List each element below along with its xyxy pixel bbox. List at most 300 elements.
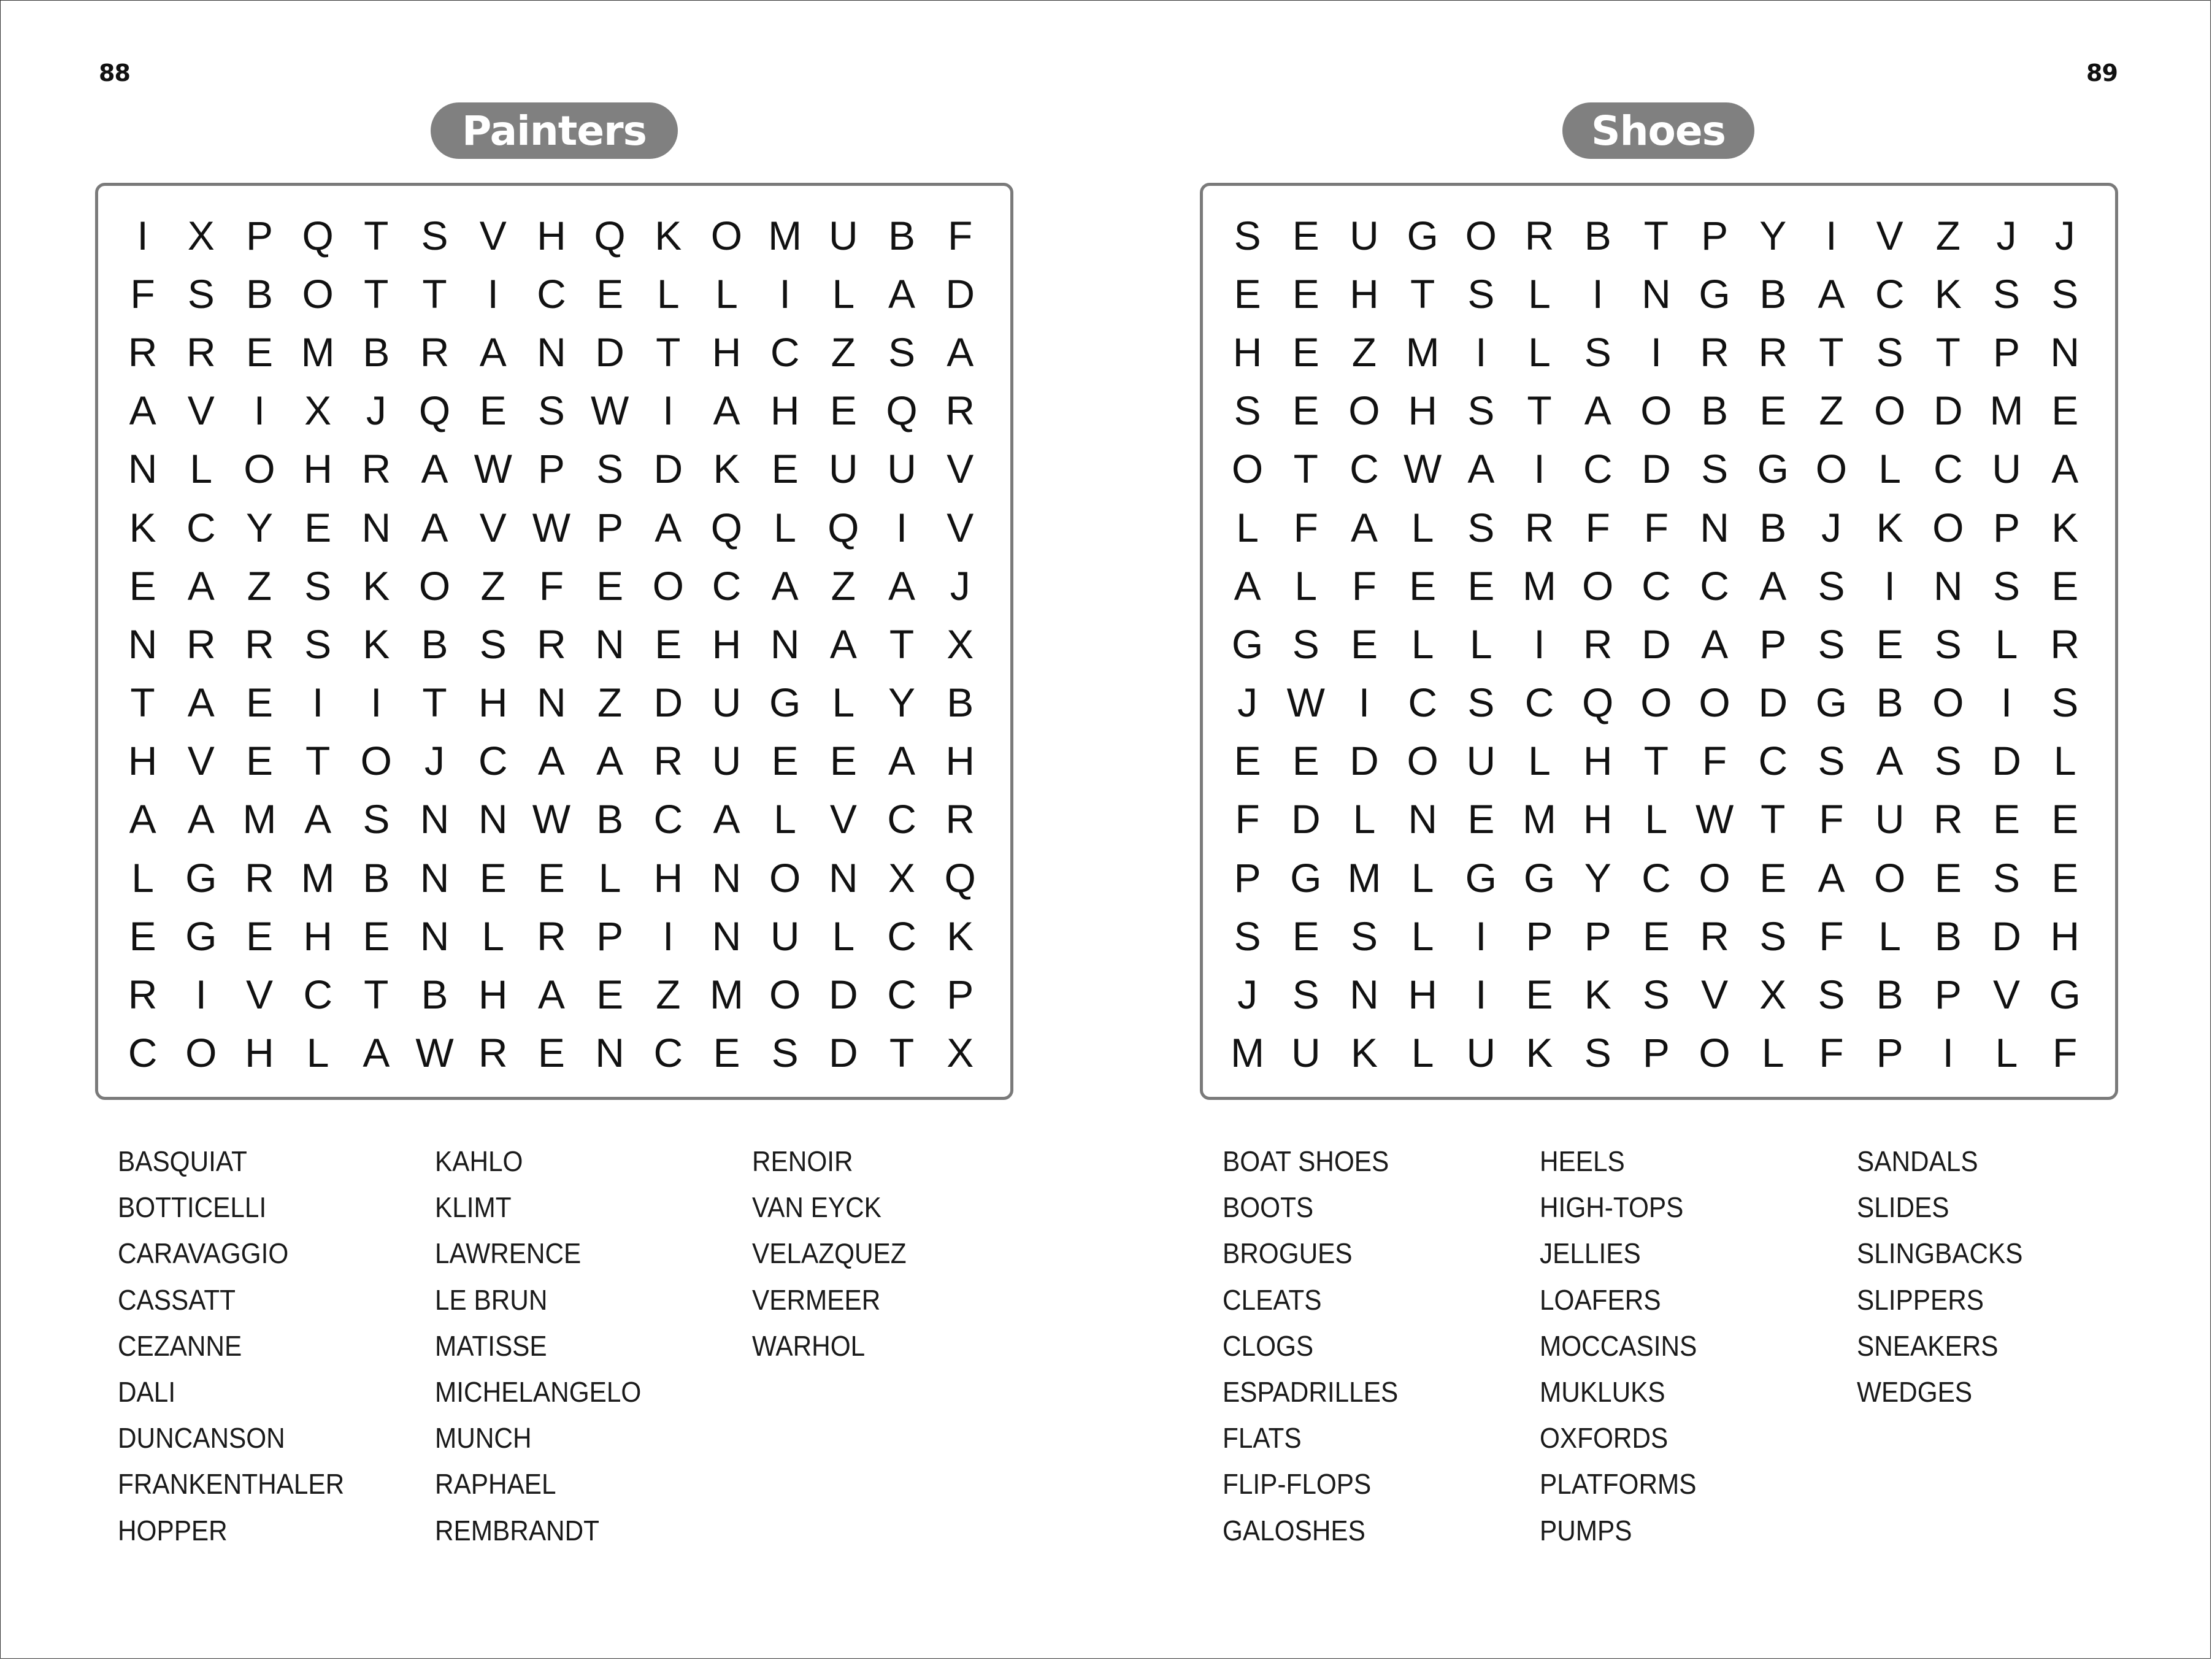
grid-cell[interactable]: Y <box>1584 855 1611 901</box>
grid-cell[interactable]: V <box>1876 212 1903 258</box>
grid-cell[interactable]: K <box>363 621 390 667</box>
grid-cell[interactable]: L <box>832 680 855 726</box>
grid-cell[interactable]: L <box>774 504 797 550</box>
grid-cell[interactable]: B <box>1759 504 1787 550</box>
grid-cell[interactable]: Z <box>831 329 856 375</box>
grid-cell[interactable]: E <box>1292 388 1319 434</box>
grid-cell[interactable]: E <box>245 738 273 784</box>
grid-cell[interactable]: F <box>1351 563 1377 609</box>
grid-cell[interactable]: B <box>1759 271 1787 317</box>
grid-cell[interactable]: R <box>1524 504 1554 550</box>
grid-cell[interactable]: I <box>195 972 207 1018</box>
grid-cell[interactable]: R <box>537 621 566 667</box>
grid-cell[interactable]: C <box>1524 680 1554 726</box>
grid-cell[interactable]: G <box>1465 855 1497 901</box>
grid-cell[interactable]: U <box>712 738 742 784</box>
grid-cell[interactable]: N <box>712 855 742 901</box>
grid-cell[interactable]: A <box>655 504 682 550</box>
grid-cell[interactable]: R <box>420 329 450 375</box>
grid-cell[interactable]: A <box>888 563 916 609</box>
grid-cell[interactable]: A <box>1234 563 1261 609</box>
grid-cell[interactable]: L <box>1528 271 1551 317</box>
grid-cell[interactable]: Z <box>1935 212 1960 258</box>
grid-cell[interactable]: O <box>1348 388 1380 434</box>
grid-cell[interactable]: S <box>1934 621 1962 667</box>
grid-cell[interactable]: P <box>1876 1030 1903 1076</box>
grid-cell[interactable]: E <box>655 621 682 667</box>
grid-cell[interactable]: M <box>1405 329 1440 375</box>
grid-cell[interactable]: E <box>829 388 857 434</box>
grid-cell[interactable]: R <box>1700 913 1729 959</box>
grid-cell[interactable]: J <box>950 563 970 609</box>
grid-cell[interactable]: L <box>1995 1030 2018 1076</box>
grid-cell[interactable]: C <box>1350 446 1379 492</box>
grid-cell[interactable]: R <box>128 329 158 375</box>
grid-cell[interactable]: H <box>303 446 332 492</box>
grid-cell[interactable]: E <box>1759 388 1787 434</box>
grid-cell[interactable]: H <box>1583 738 1613 784</box>
grid-cell[interactable]: N <box>537 329 566 375</box>
grid-cell[interactable]: L <box>306 1030 329 1076</box>
grid-cell[interactable]: A <box>888 271 916 317</box>
grid-cell[interactable]: X <box>1759 972 1787 1018</box>
grid-cell[interactable]: O <box>1582 563 1614 609</box>
grid-cell[interactable]: C <box>770 329 800 375</box>
grid-cell[interactable]: H <box>478 972 508 1018</box>
grid-cell[interactable]: T <box>656 329 681 375</box>
grid-cell[interactable]: O <box>1699 680 1730 726</box>
grid-cell[interactable]: M <box>1523 796 1557 842</box>
grid-cell[interactable]: L <box>1469 621 1492 667</box>
grid-cell[interactable]: B <box>245 271 273 317</box>
grid-cell[interactable]: Z <box>597 680 623 726</box>
grid-cell[interactable]: D <box>1992 738 2021 784</box>
grid-cell[interactable]: E <box>479 855 507 901</box>
grid-cell[interactable]: S <box>304 563 332 609</box>
grid-cell[interactable]: D <box>1291 796 1321 842</box>
grid-cell[interactable]: S <box>1993 271 2021 317</box>
grid-cell[interactable]: J <box>1996 212 2017 258</box>
grid-cell[interactable]: D <box>1642 446 1671 492</box>
grid-cell[interactable]: T <box>1935 329 1960 375</box>
grid-cell[interactable]: L <box>1645 796 1668 842</box>
grid-cell[interactable]: C <box>887 972 916 1018</box>
grid-cell[interactable]: S <box>1467 680 1495 726</box>
grid-cell[interactable]: B <box>421 972 448 1018</box>
grid-cell[interactable]: A <box>537 972 565 1018</box>
grid-cell[interactable]: F <box>1235 796 1260 842</box>
grid-cell[interactable]: Z <box>1351 329 1377 375</box>
grid-cell[interactable]: O <box>302 271 334 317</box>
grid-cell[interactable]: G <box>1231 621 1264 667</box>
grid-cell[interactable]: M <box>301 329 335 375</box>
grid-cell[interactable]: E <box>1234 738 1261 784</box>
grid-cell[interactable]: V <box>947 504 974 550</box>
grid-cell[interactable]: N <box>420 796 450 842</box>
grid-cell[interactable]: N <box>1934 563 1963 609</box>
grid-cell[interactable]: S <box>596 446 624 492</box>
grid-cell[interactable]: A <box>129 388 156 434</box>
grid-cell[interactable]: G <box>1407 212 1438 258</box>
grid-cell[interactable]: D <box>653 446 683 492</box>
grid-cell[interactable]: E <box>1526 972 1553 1018</box>
grid-cell[interactable]: I <box>1534 446 1545 492</box>
grid-cell[interactable]: N <box>420 855 450 901</box>
grid-cell[interactable]: N <box>770 621 800 667</box>
grid-cell[interactable]: E <box>1234 271 1261 317</box>
grid-cell[interactable]: S <box>1292 621 1319 667</box>
grid-cell[interactable]: W <box>590 388 629 434</box>
grid-cell[interactable]: F <box>1819 913 1844 959</box>
grid-cell[interactable]: C <box>887 796 916 842</box>
grid-cell[interactable]: L <box>190 446 213 492</box>
grid-cell[interactable]: I <box>1534 621 1545 667</box>
grid-cell[interactable]: O <box>1815 446 1848 492</box>
grid-cell[interactable]: A <box>479 329 507 375</box>
grid-cell[interactable]: C <box>1583 446 1613 492</box>
grid-cell[interactable]: P <box>1759 621 1787 667</box>
grid-cell[interactable]: S <box>2051 680 2079 726</box>
grid-cell[interactable]: L <box>1411 1030 1434 1076</box>
grid-cell[interactable]: K <box>363 563 390 609</box>
grid-cell[interactable]: V <box>245 972 273 1018</box>
grid-cell[interactable]: T <box>422 271 447 317</box>
grid-cell[interactable]: C <box>1700 563 1729 609</box>
grid-cell[interactable]: H <box>1408 972 1437 1018</box>
grid-cell[interactable]: V <box>187 388 215 434</box>
grid-cell[interactable]: T <box>130 680 155 726</box>
grid-cell[interactable]: A <box>596 738 624 784</box>
grid-cell[interactable]: L <box>1236 504 1259 550</box>
grid-cell[interactable]: J <box>424 738 445 784</box>
grid-cell[interactable]: E <box>1292 329 1319 375</box>
grid-cell[interactable]: O <box>769 855 801 901</box>
grid-cell[interactable]: C <box>1408 680 1437 726</box>
grid-cell[interactable]: F <box>1819 1030 1844 1076</box>
grid-cell[interactable]: O <box>1640 388 1672 434</box>
grid-cell[interactable]: G <box>1699 271 1730 317</box>
grid-cell[interactable]: E <box>771 738 799 784</box>
grid-cell[interactable]: Z <box>1819 388 1844 434</box>
grid-cell[interactable]: D <box>1758 680 1788 726</box>
grid-cell[interactable]: E <box>1292 271 1319 317</box>
grid-cell[interactable]: H <box>1232 329 1262 375</box>
grid-cell[interactable]: R <box>945 388 975 434</box>
grid-cell[interactable]: B <box>363 855 390 901</box>
grid-cell[interactable]: G <box>1523 855 1556 901</box>
grid-cell[interactable]: D <box>1642 621 1671 667</box>
grid-cell[interactable]: H <box>303 913 332 959</box>
grid-cell[interactable]: K <box>655 212 682 258</box>
grid-cell[interactable]: B <box>1876 680 1903 726</box>
grid-cell[interactable]: X <box>947 621 974 667</box>
grid-cell[interactable]: S <box>479 621 507 667</box>
grid-cell[interactable]: H <box>945 738 975 784</box>
grid-cell[interactable]: K <box>713 446 740 492</box>
grid-cell[interactable]: U <box>829 212 858 258</box>
grid-cell[interactable]: E <box>1876 621 1903 667</box>
grid-cell[interactable]: D <box>1992 913 2021 959</box>
grid-cell[interactable]: A <box>1350 504 1378 550</box>
grid-cell[interactable]: U <box>829 446 858 492</box>
grid-cell[interactable]: R <box>478 1030 508 1076</box>
grid-cell[interactable]: D <box>1934 388 1963 434</box>
grid-cell[interactable]: C <box>478 738 508 784</box>
grid-cell[interactable]: P <box>537 446 565 492</box>
grid-cell[interactable]: T <box>364 271 389 317</box>
grid-cell[interactable]: G <box>1757 446 1789 492</box>
grid-cell[interactable]: T <box>1761 796 1786 842</box>
grid-cell[interactable]: O <box>360 738 393 784</box>
grid-cell[interactable]: O <box>418 563 451 609</box>
grid-cell[interactable]: S <box>1876 329 1903 375</box>
grid-cell[interactable]: I <box>1826 212 1837 258</box>
grid-cell[interactable]: S <box>1818 972 1845 1018</box>
grid-cell[interactable]: K <box>129 504 156 550</box>
grid-cell[interactable]: R <box>361 446 391 492</box>
grid-cell[interactable]: I <box>1942 1030 1954 1076</box>
grid-cell[interactable]: O <box>652 563 684 609</box>
grid-cell[interactable]: A <box>1467 446 1495 492</box>
grid-cell[interactable]: Z <box>247 563 272 609</box>
grid-cell[interactable]: S <box>363 796 390 842</box>
grid-cell[interactable]: N <box>1700 504 1729 550</box>
grid-cell[interactable]: A <box>888 738 916 784</box>
grid-cell[interactable]: E <box>596 271 624 317</box>
grid-cell[interactable]: X <box>888 855 916 901</box>
grid-cell[interactable]: C <box>537 271 566 317</box>
grid-cell[interactable]: A <box>713 796 740 842</box>
grid-cell[interactable]: O <box>1231 446 1264 492</box>
grid-cell[interactable]: E <box>771 446 799 492</box>
grid-cell[interactable]: N <box>537 680 566 726</box>
grid-cell[interactable]: C <box>887 913 916 959</box>
grid-cell[interactable]: E <box>596 563 624 609</box>
grid-cell[interactable]: C <box>1934 446 1963 492</box>
grid-cell[interactable]: D <box>945 271 975 317</box>
grid-cell[interactable]: A <box>1818 271 1845 317</box>
grid-cell[interactable]: W <box>532 796 571 842</box>
grid-cell[interactable]: N <box>128 446 158 492</box>
grid-cell[interactable]: E <box>245 913 273 959</box>
grid-cell[interactable]: T <box>364 212 389 258</box>
grid-cell[interactable]: M <box>1523 563 1557 609</box>
grid-cell[interactable]: E <box>829 738 857 784</box>
grid-cell[interactable]: N <box>420 913 450 959</box>
grid-cell[interactable]: E <box>363 913 390 959</box>
grid-cell[interactable]: R <box>1700 329 1729 375</box>
grid-cell[interactable]: M <box>709 972 743 1018</box>
grid-cell[interactable]: W <box>1404 446 1442 492</box>
grid-cell[interactable]: H <box>478 680 508 726</box>
grid-cell[interactable]: L <box>1353 796 1376 842</box>
grid-cell[interactable]: O <box>1407 738 1438 784</box>
grid-cell[interactable]: I <box>779 271 791 317</box>
grid-cell[interactable]: J <box>2054 212 2075 258</box>
grid-cell[interactable]: W <box>532 504 571 550</box>
grid-cell[interactable]: K <box>1934 271 1962 317</box>
grid-cell[interactable]: D <box>829 972 858 1018</box>
grid-cell[interactable]: N <box>2050 329 2080 375</box>
grid-cell[interactable]: E <box>537 855 565 901</box>
grid-cell[interactable]: M <box>1347 855 1381 901</box>
grid-cell[interactable]: E <box>1642 913 1670 959</box>
grid-cell[interactable]: M <box>1231 1030 1265 1076</box>
grid-cell[interactable]: T <box>1527 388 1552 434</box>
grid-cell[interactable]: A <box>2051 446 2079 492</box>
grid-cell[interactable]: S <box>2051 271 2079 317</box>
grid-cell[interactable]: L <box>1411 855 1434 901</box>
grid-cell[interactable]: T <box>364 972 389 1018</box>
grid-cell[interactable]: S <box>1292 972 1319 1018</box>
grid-cell[interactable]: K <box>1526 1030 1553 1076</box>
grid-cell[interactable]: U <box>1466 738 1496 784</box>
grid-cell[interactable]: Q <box>418 388 451 434</box>
grid-cell[interactable]: Q <box>302 212 334 258</box>
grid-cell[interactable]: A <box>187 680 215 726</box>
grid-cell[interactable]: I <box>1650 329 1662 375</box>
grid-cell[interactable]: V <box>829 796 857 842</box>
grid-cell[interactable]: F <box>130 271 155 317</box>
grid-cell[interactable]: O <box>185 1030 217 1076</box>
grid-cell[interactable]: N <box>712 913 742 959</box>
grid-cell[interactable]: V <box>187 738 215 784</box>
grid-cell[interactable]: W <box>1286 680 1325 726</box>
grid-cell[interactable]: E <box>245 680 273 726</box>
grid-cell[interactable]: P <box>1934 972 1962 1018</box>
grid-cell[interactable]: E <box>1934 855 1962 901</box>
grid-cell[interactable]: O <box>1699 855 1730 901</box>
grid-cell[interactable]: I <box>312 680 324 726</box>
grid-cell[interactable]: D <box>653 680 683 726</box>
grid-cell[interactable]: V <box>947 446 974 492</box>
grid-cell[interactable]: I <box>137 212 148 258</box>
grid-cell[interactable]: F <box>1585 504 1610 550</box>
grid-cell[interactable]: K <box>947 913 974 959</box>
grid-cell[interactable]: S <box>1701 446 1729 492</box>
grid-cell[interactable]: R <box>245 621 274 667</box>
grid-cell[interactable]: H <box>1408 388 1437 434</box>
grid-cell[interactable]: L <box>715 271 738 317</box>
grid-cell[interactable]: L <box>1411 621 1434 667</box>
grid-cell[interactable]: I <box>2000 680 2013 726</box>
grid-cell[interactable]: S <box>1234 388 1261 434</box>
grid-cell[interactable]: G <box>1290 855 1322 901</box>
grid-cell[interactable]: P <box>1526 913 1553 959</box>
grid-cell[interactable]: P <box>947 972 974 1018</box>
grid-cell[interactable]: P <box>1701 212 1729 258</box>
grid-cell[interactable]: L <box>832 913 855 959</box>
grid-cell[interactable]: B <box>888 212 916 258</box>
grid-cell[interactable]: I <box>1475 913 1487 959</box>
grid-cell[interactable]: S <box>537 388 565 434</box>
grid-cell[interactable]: I <box>662 388 674 434</box>
grid-cell[interactable]: O <box>1873 855 1906 901</box>
grid-cell[interactable]: B <box>1701 388 1729 434</box>
grid-cell[interactable]: Y <box>888 680 916 726</box>
grid-cell[interactable]: V <box>1993 972 2021 1018</box>
grid-cell[interactable]: E <box>1467 796 1495 842</box>
grid-cell[interactable]: R <box>186 621 216 667</box>
grid-cell[interactable]: M <box>301 855 335 901</box>
grid-cell[interactable]: X <box>304 388 332 434</box>
grid-cell[interactable]: B <box>1584 212 1611 258</box>
grid-cell[interactable]: L <box>656 271 680 317</box>
grid-cell[interactable]: A <box>771 563 799 609</box>
grid-cell[interactable]: R <box>186 329 216 375</box>
grid-cell[interactable]: L <box>2053 738 2076 784</box>
grid-cell[interactable]: U <box>1291 1030 1321 1076</box>
grid-cell[interactable]: E <box>537 1030 565 1076</box>
grid-cell[interactable]: T <box>1643 212 1669 258</box>
grid-cell[interactable]: Q <box>828 504 859 550</box>
grid-cell[interactable]: Q <box>1582 680 1614 726</box>
grid-cell[interactable]: N <box>595 621 624 667</box>
grid-cell[interactable]: A <box>1584 388 1611 434</box>
grid-cell[interactable]: G <box>1815 680 1848 726</box>
grid-cell[interactable]: P <box>596 913 624 959</box>
grid-cell[interactable]: E <box>1292 738 1319 784</box>
grid-cell[interactable]: N <box>361 504 391 550</box>
grid-cell[interactable]: E <box>129 563 156 609</box>
grid-cell[interactable]: I <box>1475 329 1487 375</box>
grid-cell[interactable]: H <box>712 621 742 667</box>
grid-cell[interactable]: N <box>595 1030 624 1076</box>
grid-cell[interactable]: N <box>128 621 158 667</box>
grid-cell[interactable]: B <box>947 680 974 726</box>
grid-cell[interactable]: F <box>1702 738 1727 784</box>
grid-cell[interactable]: O <box>1932 504 1964 550</box>
grid-cell[interactable]: A <box>1876 738 1903 784</box>
grid-cell[interactable]: N <box>829 855 858 901</box>
grid-cell[interactable]: A <box>421 504 448 550</box>
grid-cell[interactable]: J <box>1237 972 1258 1018</box>
grid-cell[interactable]: M <box>1989 388 2024 434</box>
grid-cell[interactable]: X <box>187 212 215 258</box>
grid-cell[interactable]: Q <box>886 388 918 434</box>
grid-cell[interactable]: H <box>537 212 566 258</box>
grid-cell[interactable]: T <box>1819 329 1844 375</box>
grid-cell[interactable]: P <box>1993 329 2021 375</box>
grid-cell[interactable]: E <box>1350 621 1378 667</box>
grid-cell[interactable]: H <box>653 855 683 901</box>
grid-cell[interactable]: Z <box>831 563 856 609</box>
grid-cell[interactable]: F <box>948 212 973 258</box>
grid-cell[interactable]: E <box>479 388 507 434</box>
grid-cell[interactable]: D <box>595 329 624 375</box>
grid-cell[interactable]: L <box>482 913 505 959</box>
grid-cell[interactable]: S <box>1934 738 1962 784</box>
grid-cell[interactable]: S <box>304 621 332 667</box>
grid-cell[interactable]: S <box>1818 738 1845 784</box>
grid-cell[interactable]: G <box>185 855 217 901</box>
grid-cell[interactable]: J <box>1237 680 1258 726</box>
grid-cell[interactable]: O <box>244 446 275 492</box>
grid-cell[interactable]: G <box>769 680 801 726</box>
grid-cell[interactable]: B <box>421 621 448 667</box>
grid-cell[interactable]: O <box>1640 680 1672 726</box>
grid-cell[interactable]: W <box>474 446 512 492</box>
grid-cell[interactable]: M <box>242 796 277 842</box>
grid-cell[interactable]: T <box>889 1030 915 1076</box>
grid-cell[interactable]: K <box>1876 504 1903 550</box>
grid-cell[interactable]: T <box>889 621 915 667</box>
grid-cell[interactable]: C <box>712 563 742 609</box>
grid-cell[interactable]: W <box>1695 796 1734 842</box>
grid-cell[interactable]: B <box>363 329 390 375</box>
grid-cell[interactable]: O <box>1465 212 1497 258</box>
grid-cell[interactable]: C <box>1758 738 1788 784</box>
